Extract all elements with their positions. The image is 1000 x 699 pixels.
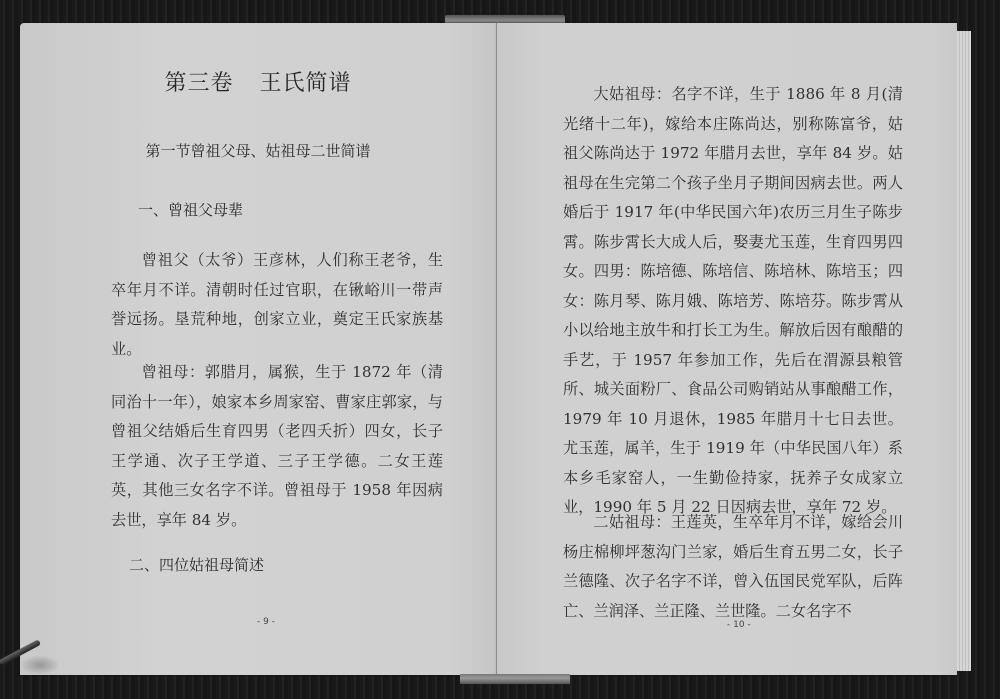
paragraph-great-grandfather [111,246,443,364]
pen-shadow [20,655,60,675]
page-edges [957,31,971,671]
page-number-right: - 10 - [727,620,751,630]
section-title: 第一节曾祖父母、姑祖母二世简谱 [145,142,371,160]
paragraph-second-great-aunt [563,508,903,626]
volume-name: 王氏简谱 [259,71,352,96]
heading-great-aunts: 二、四位姑祖母简述 [129,556,265,574]
book-spine-bottom [460,674,570,684]
paragraph-eldest-great-aunt [563,80,903,523]
paragraph-great-grandmother [111,358,443,535]
heading-great-grandparents: 一、曾祖父母辈 [138,201,244,219]
paragraph-text: 曾祖父（太爷）王彦林，人们称王老爷，生卒年月不详。清朝时任过官职，在锹峪川一带声誉远扬。垦荒种地，创家立业，奠定王氏家族基业。 [111,251,443,358]
book-gutter [496,23,497,675]
page-number-left: - 9 - [257,617,275,627]
paragraph-text: 曾祖母：郭腊月，属猴，生于 1872 年（清同治十一年），娘家本乡周家窑、曹家庄郭家，与曾祖父结婚后生育四男（老四夭折）四女，长子王学通、次子王学道、三子王学德。二女王莲英，其他三女名字不详。曾祖母于 1958 年因病去世，享年 84 岁。 [111,363,443,529]
volume-title [20,66,496,97]
volume-number: 第三卷 [164,71,234,96]
paragraph-text: 大姑祖母：名字不详，生于 1886 年 8 月(清光绪十二年)，嫁给本庄陈尚达，别称陈富爷，姑祖父陈尚达于 1972 年腊月去世，享年 84 岁。姑祖母在生完第二个孩子坐月子期间因病去世。两人婚后于 1917 年(中华民国六年)农历三月生子陈步霄。陈步霄长大成人后，娶妻尤玉莲，生育四男四女。四男：陈培德、陈培信、陈培林、陈培玉；四女：陈月琴、陈月娥、陈培芳、陈培芬。陈步霄从小以给地主放牛和打长工为生。解放后因有酿醋的手艺，于 1957 年参加工作，先后在渭源县粮管所、城关面粉厂、食品公司购销站从事酿醋工作，1979 年 10 月退休，1985 年腊月十七日去世。尤玉莲，属羊，生于 1919 年（中华民国八年）系本乡毛家窑人，一生勤俭持家，抚养子女成家立业，1990 年 5 月 22 日因病去世，享年 72 岁。 [563,85,903,516]
paragraph-text: 二姑祖母：王莲英，生卒年月不详，嫁给会川杨庄棉柳坪葱沟门兰家，婚后生育五男二女，长子兰德隆、次子名字不详，曾入伍国民党军队，后阵亡、兰润泽、兰正隆、兰世隆。二女名字不 [563,513,903,620]
